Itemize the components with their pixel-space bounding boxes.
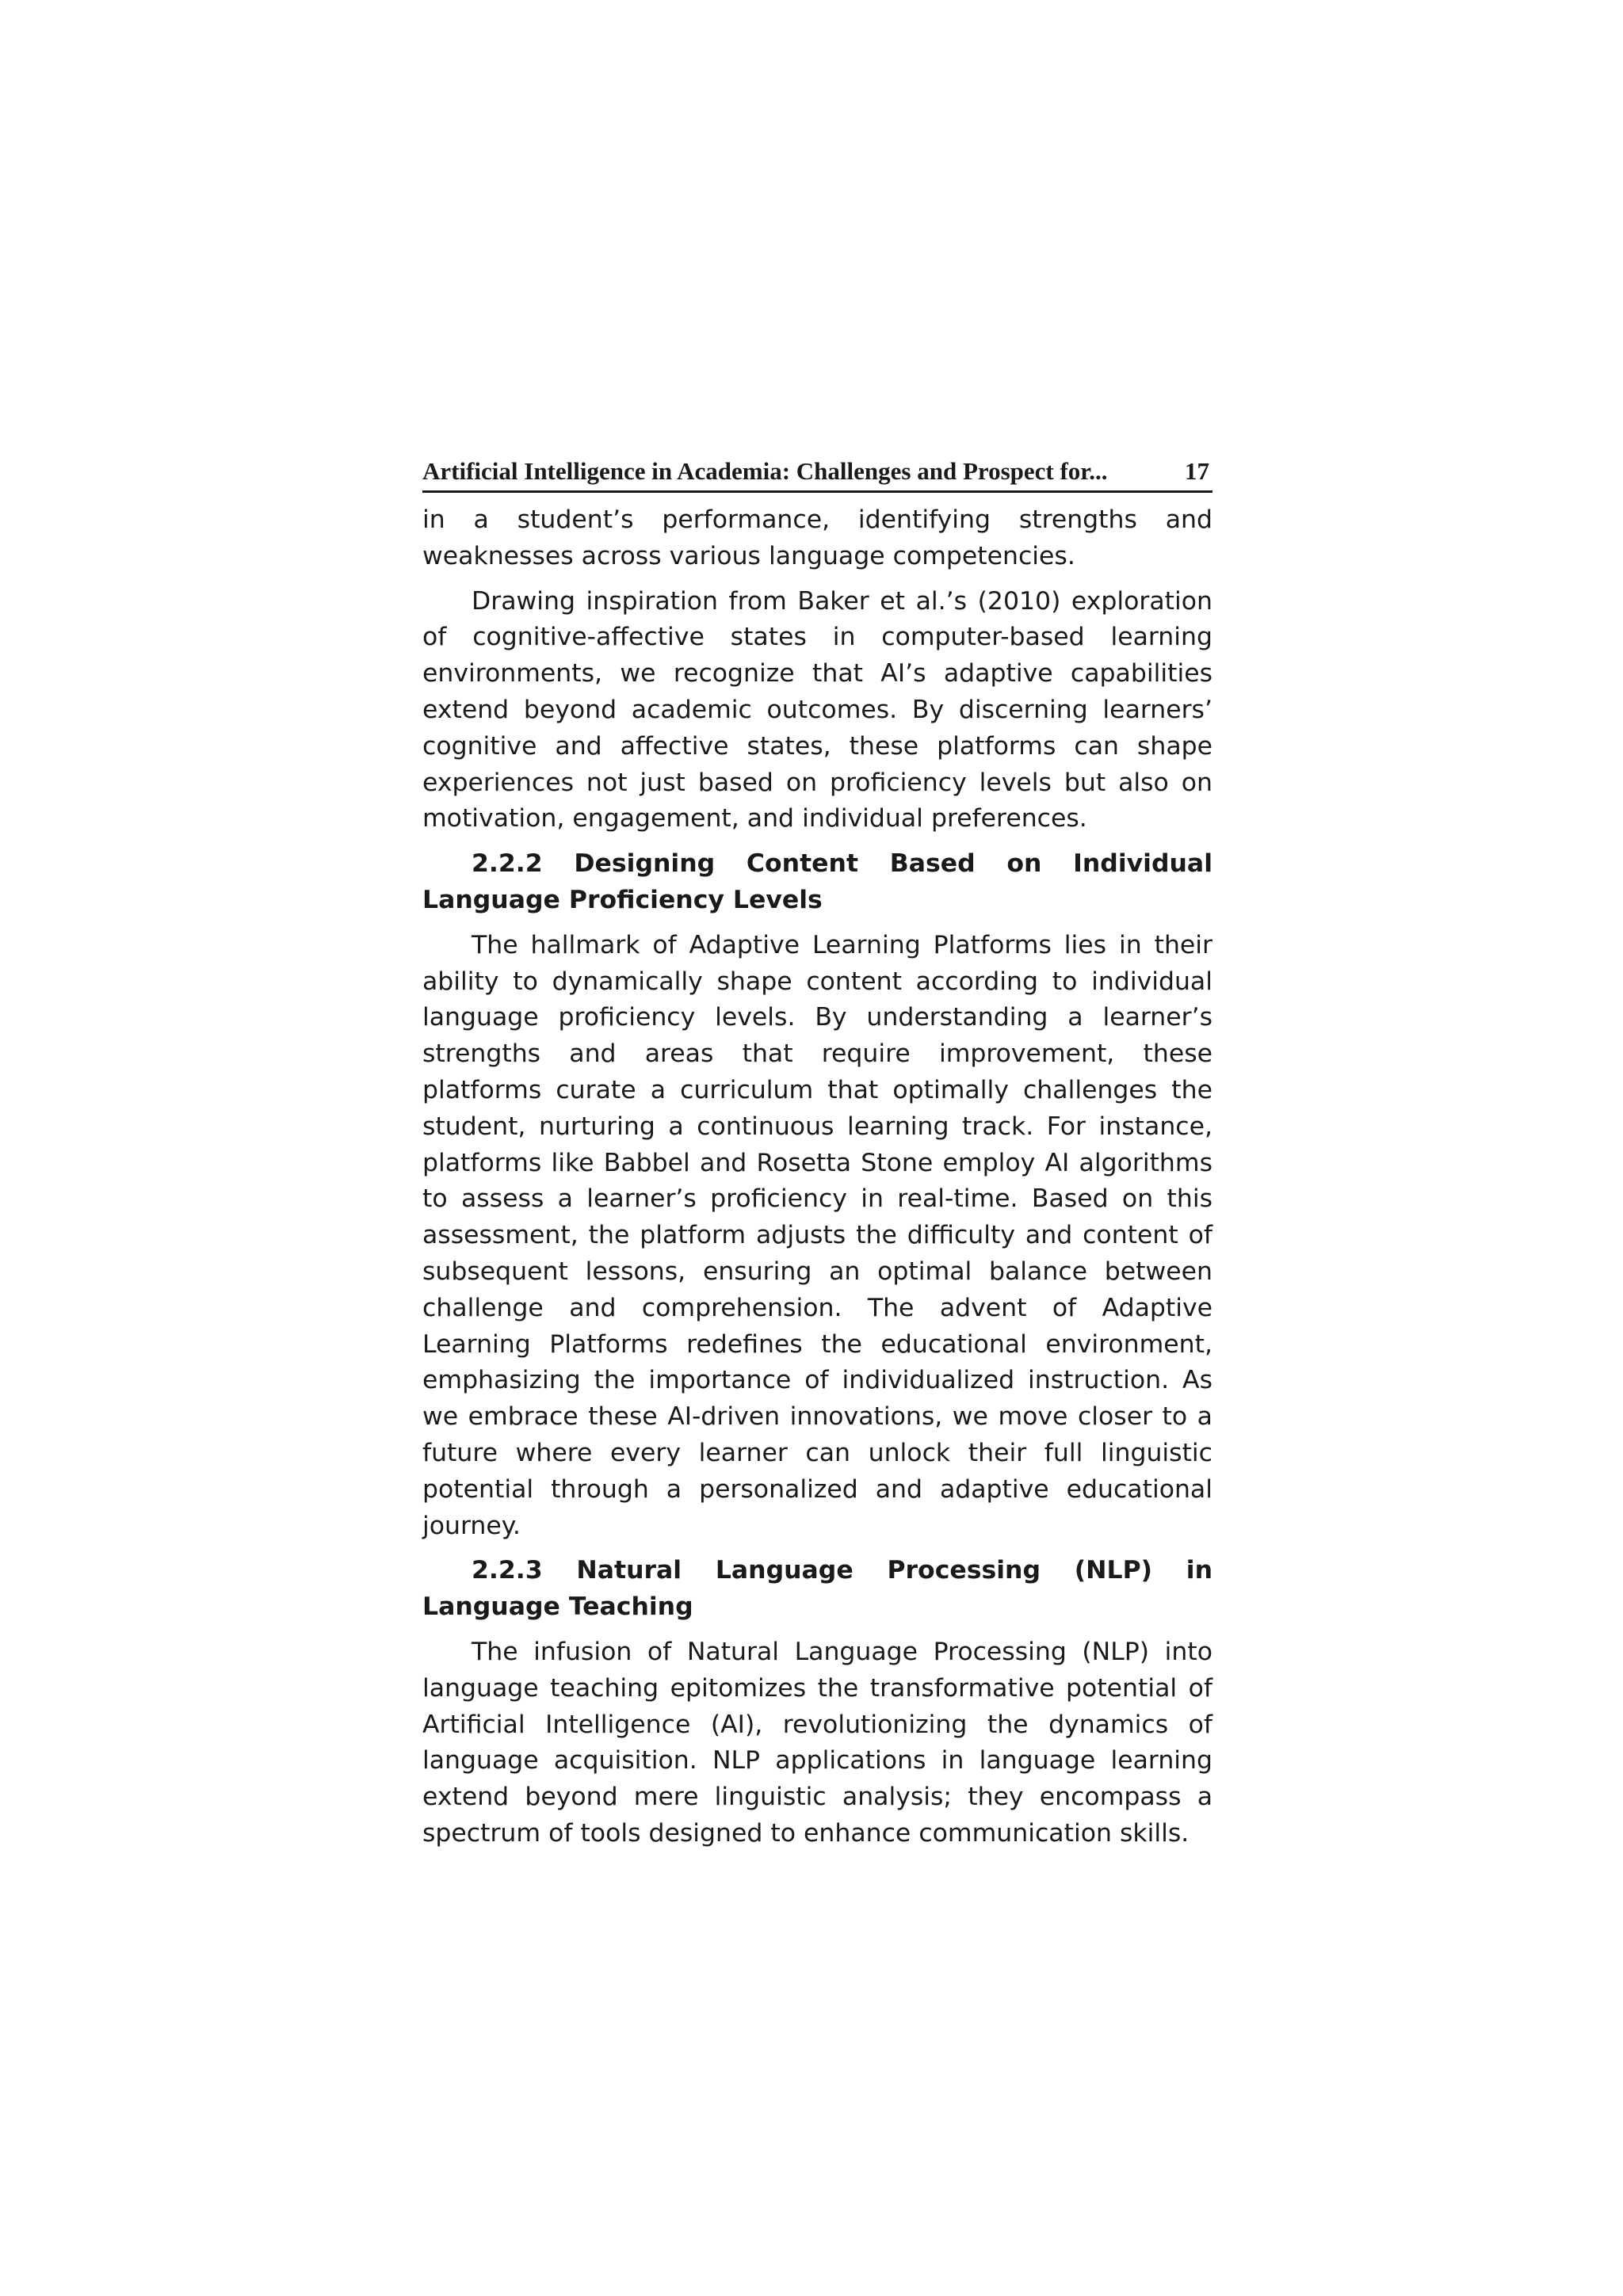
section-heading-2-2-3: 2.2.3 Natural Language Processing (NLP) in Language Teaching — [422, 1556, 1212, 1622]
section-body-2-2-2: The hallmark of Adaptive Learning Platforms lies in their ability to dynamically shape content according to individual language proficiency levels. By understanding a learner’s strengths and areas that require improvement, these platforms curate a curriculum that optimally challenges the student, nurturing a continuous learning track. For instance, platforms like Babbel and Rosetta Stone employ AI algorithms to assess a learner’s proficiency in real-time. Based on this assessment, the platform adjusts the difficulty and content of subsequent lessons, ensuring an optimal balance between challenge and comprehension. The advent of Adaptive Learning Platforms redefines the educational environment, emphasizing the importance of individualized instruction. As we embrace these AI-driven innovations, we move closer to a future where every learner can unlock their full linguistic potential through a personalized and adaptive educational journey. — [422, 930, 1212, 1540]
section-heading-2-2-2: 2.2.2 Designing Content Based on Individual Language Proficiency Levels — [422, 849, 1212, 914]
running-head-title: Artificial Intelligence in Academia: Challenges and Prospect for... — [422, 457, 1108, 485]
page-text-block — [422, 456, 1212, 1861]
body-text — [422, 502, 1212, 1852]
page-number: 17 — [1185, 457, 1209, 485]
paragraph-baker-inspiration: Drawing inspiration from Baker et al.’s (2010) exploration of cognitive-affective states in computer-based learning environments, we recognize that AI’s adaptive capabilities extend beyond academic outcomes. By discerning learners’ cognitive and affective states, these platforms can shape experiences not just based on proficiency levels but also on motivation, engagement, and individual preferences. — [422, 586, 1212, 833]
section-body-2-2-3: The infusion of Natural Language Processing (NLP) into language teaching epitomizes the transformative potential of Artificial Intelligence (AI), revolutionizing the dynamics of language acquisition. NLP applications in language learning extend beyond mere linguistic analysis; they encompass a spectrum of tools designed to enhance communication skills. — [422, 1637, 1212, 1848]
paragraph-continuation: in a student’s performance, identifying strengths and weaknesses across various language competencies. — [422, 505, 1212, 570]
running-head — [422, 456, 1212, 493]
